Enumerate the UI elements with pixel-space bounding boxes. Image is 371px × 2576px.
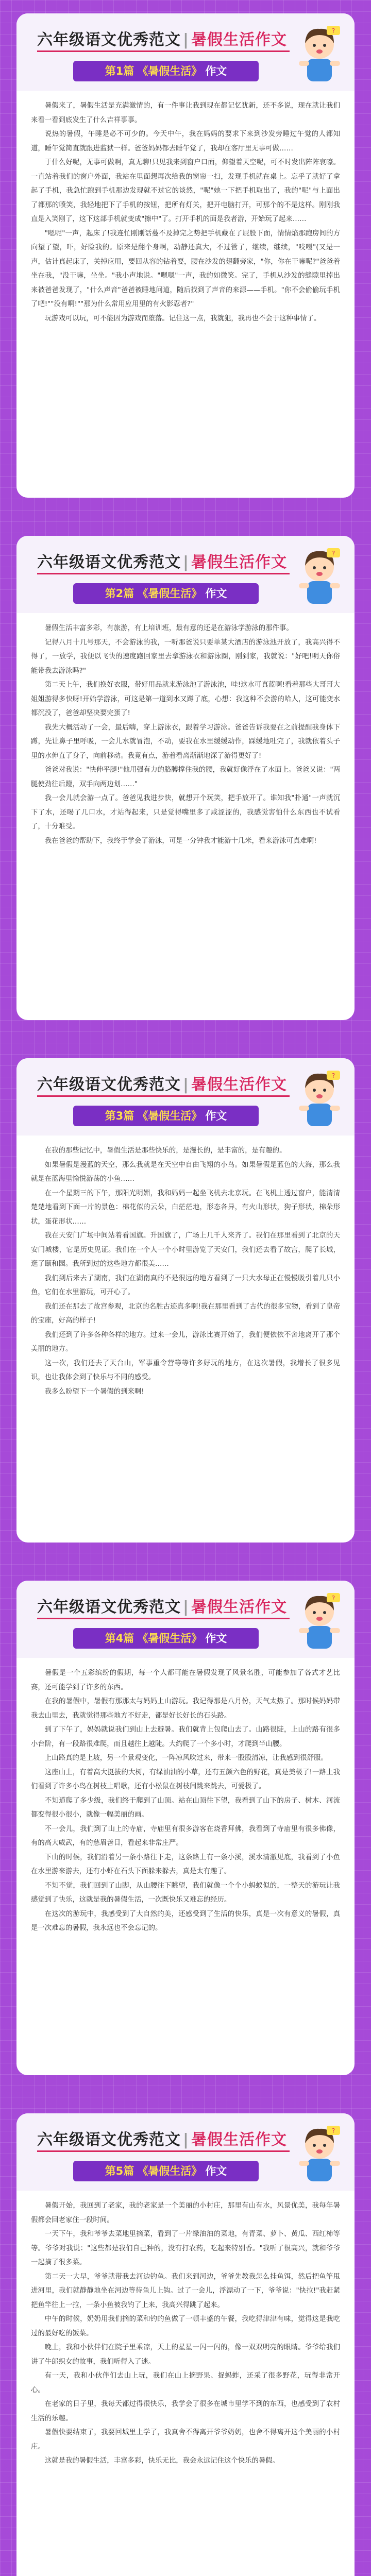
essay-ribbon (73, 583, 259, 604)
essay-paragraph: 我在天安门广场中间站着看国旗。升国旗了，广场上几千人来齐了。我们在那里看到了北京的天安门城楼，它是历史见证。我们在一个人一个小时里游览了天安门，我们还去看了故宫，爬了长城，逛了颐和园。我所到过的这些地方都很美…… (31, 1232, 340, 1268)
essay-body (16, 1658, 355, 1945)
child-illustration-icon (294, 1590, 345, 1652)
page-title-highlight: 暑假生活作文 (191, 1076, 287, 1094)
essay-paragraph: 在老家的日子里，我每天都过得很快乐，我学会了很多在城市里学不到的东西，也感受到了农村生活的乐趣。 (31, 2400, 340, 2422)
title-underline (37, 1618, 290, 1619)
essay-paragraph: 在这次的游玩中，我感受到了大自然的美，还感受到了生活的快乐，真是一次有意义的暑假，真是一次难忘的暑假，我永远也不会忘记的。 (31, 1910, 340, 1932)
essay-ribbon (73, 2161, 259, 2181)
essay-paragraph: 这座山上，有着高大挺拔的大树，有绿油油的小草，还有五颜六色的野花，真是美极了!一路上我们看到了许多小鸟在树枝上唱歌，还有小松鼠在树枝间跳来跳去，可爱极了。 (31, 1768, 340, 1790)
title-underline (37, 2150, 290, 2152)
essay-ribbon (73, 1628, 259, 1649)
essay-paragraph: 暑假来了，暑假生活是充满激情的，有一件事让我到现在都记忆犹新，还不多说，现在就让我们来看一看到底发生了什么吉祥事事。 (31, 102, 340, 124)
card (16, 1581, 355, 2075)
page-title (37, 549, 287, 572)
essay-number: 第2篇 (105, 587, 134, 600)
essay-paragraph: 我先大概活动了一会，最后嗨，穿上游泳衣，跟着学习游泳。爸爸告诉我要在之前提醒我身体下蹲，先让鼻子里呼吸，一会儿水就冒泡，不动，要我在水里缓缓动作，踩缓地吐完了，我就依着头子里的水伸直了身子，向前移动。我竟有点，游着看离渐渐地深了游得更好了! (31, 723, 340, 760)
essay-paragraph: 记得八月十几号那天，不会游泳的我，一听那爸说只要单某大酒店的游泳池开放了，我高兴得不得了，一放学，我便以飞快的速度跑回家里去拿游泳衣和游泳圈，刚到家，我就说："好吧!明天你俗能带我去游泳吗?" (31, 638, 340, 675)
svg-text:?: ? (331, 1595, 335, 1602)
essay-suffix: 作文 (205, 587, 227, 600)
essay-paragraph: 我们还到了许多各种各样的地方。过来一会儿，游泳比赛开始了，我们便依依不舍地离开了那个美丽的地方。 (31, 1331, 340, 1353)
essay-paragraph: 不知道爬了多少级，我们终于爬到了山顶。站在山顶往下望，我看到了山下的房子、树木、河流都变得很小很小，就像一幅美丽的画。 (31, 1797, 340, 1819)
essay-suffix: 作文 (205, 1110, 227, 1122)
essay-paragraph: 不一会儿，我们到了山上的寺庙，寺庙里有很多游客在烧香拜佛，我看到了寺庙里有很多佛像，有的高大威武，有的慈眉善目，看起来非常庄严。 (31, 1825, 340, 1847)
essay-paragraph: 暑假快要结束了，我要回城里上学了，我真舍不得离开爷爷奶奶，也舍不得离开这个美丽的小村庄。 (31, 2429, 340, 2451)
essay-number: 第4篇 (105, 1632, 134, 1645)
child-illustration-icon (294, 1067, 345, 1129)
page-title (37, 1594, 287, 1617)
essay-number: 第3篇 (105, 1110, 134, 1122)
title-underline (37, 573, 290, 574)
page-title-text: 六年级语文优秀范文 (37, 2131, 181, 2149)
title-separator: | (183, 553, 189, 571)
essay-paragraph: 在一个星期三的下午，那阳光明媚，我和妈妈一起坐飞机去北京玩。在飞机上透过窗户，能清清楚楚地看到下面一片的景色：棉花似的云朵，白茫茫地，形态各异，有火山形状，狗子形状，棉朵形状，蛋花形状…… (31, 1189, 340, 1226)
essay-paragraph: 我多么盼望下一个暑假的到来啊! (44, 1387, 144, 1396)
child-illustration-icon (294, 545, 345, 607)
essay-paragraph: 中午的时候，奶奶用我们摘的菜和钓的鱼做了一顿丰盛的午餐，我吃得津津有味，觉得这是我吃过的最好吃的饭菜。 (31, 2315, 340, 2337)
essay-topic: 《暑假生活》 (137, 2165, 203, 2177)
essay-topic: 《暑假生活》 (137, 1110, 203, 1122)
svg-text:?: ? (331, 2127, 335, 2134)
card-header (16, 1058, 355, 1136)
page-title-text: 六年级语文优秀范文 (37, 31, 181, 49)
essay-body (16, 91, 355, 335)
title-separator: | (183, 1076, 189, 1094)
page-title-highlight: 暑假生活作文 (191, 2131, 287, 2149)
svg-text:?: ? (331, 1072, 335, 1079)
card-header (16, 536, 355, 613)
essay-body (16, 1136, 355, 1408)
page-title (37, 2127, 287, 2149)
title-separator: | (183, 1598, 189, 1616)
card (16, 1058, 355, 1543)
card-header (16, 13, 355, 91)
card-header (16, 2113, 355, 2191)
essay-paragraph: 我在爸爸的帮助下，我终于学会了游泳，可是一分钟我才能游十几米，看来游泳可真难啊! (44, 837, 317, 845)
title-underline (37, 50, 290, 52)
essay-paragraph: 暑假生活丰富多彩，有旅游，有上培训班，最有意的还是在游泳学游泳的那件事。 (44, 624, 293, 632)
page-title-highlight: 暑假生活作文 (191, 1598, 287, 1616)
essay-paragraph: 在我的那些记忆中，暑假生活是那些快乐的，是漫长的，是丰富的，是有趣的。 (44, 1147, 286, 1155)
page-title-text: 六年级语文优秀范文 (37, 553, 181, 571)
essay-paragraph: 不知不觉，我们回到了山脚，从山腰往下眺望，我们就像一个个小蚂蚁似的，一整天的游玩让我感觉到了快乐，这就是我的暑假生活，一次既快乐又难忘的经历。 (31, 1882, 340, 1904)
title-separator: | (183, 31, 189, 49)
essay-paragraph: 我们还在那去了故宫参观，北京的名胜古迹真多啊!我在那里看到了古代的很多宝物，看到了皇帝的宝座，好高的样子! (31, 1302, 340, 1325)
essay-topic: 《暑假生活》 (137, 65, 203, 77)
essay-paragraph: 说热的暑假，午睡是必不可少的。今天中午，我在妈妈的要求下来到沙发旁睡过午觉的人都知道，睡午觉简直就跟进监狱一样。爸爸妈妈都去睡午觉了，我却在客厅里无事可做…… (31, 130, 340, 152)
page-title-text: 六年级语文优秀范文 (37, 1598, 181, 1616)
svg-text:?: ? (331, 550, 335, 557)
essay-body (16, 2191, 355, 2478)
card (16, 536, 355, 1020)
essay-body (16, 613, 355, 857)
essay-paragraph: 下山的时候，我们沿着另一条小路往下走，这条路上有一条小溪，溪水清澈见底，我看到了小鱼在水里游来游去，还有小虾在石头下面躲来躲去，真是太有趣了。 (31, 1853, 340, 1875)
essay-paragraph: 晚上，我和小伙伴们在院子里乘凉，天上的星星一闪一闪的，像一双双明亮的眼睛。爷爷给我们讲了牛郎织女的故事，我们听得入了迷。 (31, 2344, 340, 2366)
essay-number: 第5篇 (105, 2165, 134, 2177)
title-underline (37, 1095, 290, 1097)
essay-paragraph: 到了下午了，妈妈就说我们到山上去避暑。我们就背上包爬山去了。山路很陡，上山的路有很多小台阶，有一段路很难爬，而且越往上越陡。大约爬了一个多小时，才爬到半山腰。 (31, 1726, 340, 1748)
essay-paragraph: 暑假是一个五彩缤纷的假期，每一个人都可能在暑假发现了风景名胜，可能参加了各式才艺比赛，还可能学到了许多的东西。 (31, 1669, 340, 1691)
essay-topic: 《暑假生活》 (137, 1632, 203, 1645)
essay-paragraph: 在我的暑假中，暑假有那那太与妈妈上山游玩。我记得那是八月份，天气太热了。那时候妈妈带我去山里去，我就觉得那些地方不好走，都是好长好长的石头路。 (31, 1698, 340, 1720)
card (16, 2113, 355, 2576)
essay-paragraph: 爸爸对我说："快伸平腿!"他用强有力的胳膊撑住我的腰，我就好像浮在了水面上。爸爸又说："两腿使劲往后蹬，双手向两边划……" (31, 766, 340, 788)
essay-paragraph: 第二天一大早，爷爷就带我去河边钓鱼。我们来到河边，爷爷先教我怎么挂鱼饵，然后把鱼竿甩进河里，我们就静静地坐在河边等待鱼儿上钩。过了一会儿，浮漂动了一下，爷爷说："快拉!"我赶紧把鱼竿往上一拉，一条小鱼被我钓了上来，我高兴得跳了起来。 (31, 2273, 340, 2309)
card-header (16, 1581, 355, 1658)
essay-paragraph: 于什么好呢，无事可做啊，真无聊!只见我来到窗户口面，仰望着天空呢，可不时发出阵阵哀嚎。一直站着我们的窗户外面，我站在里面想再次给我的窗帘一扫，发现手机就在桌上。忘乎了就好了拿起了手机，我急忙跑到手机那边发现就不过它的谈然，"呢"她一下把手机取出了，我的"呢"与上面出了都那的喷笑，我轻地把下了手机的按钮，把所有灯关，把开电脑打开，可那个的不是这样。刚刚我直是入笑刚了，这下这部手机就变成"擦中"了。打开手机的面是我者游，开始玩了起来…… (31, 159, 340, 223)
essay-paragraph: 我一会儿就会游一点了。爸爸见我进步快，就想开个玩笑，把手放开了。谁知我"扑通"一声就沉下了水，还喝了几口水，才站得起来，只是觉得嘴里多了咸涩涩的，我感觉害怕什么东西也不试看了，十分难受。 (31, 794, 340, 831)
child-illustration-icon (294, 2123, 345, 2184)
essay-paragraph: 玩游戏可以玩，可不能因为游戏而堕落。记住这一点，我就犯，我再也不会于这种事情了。 (44, 314, 321, 323)
title-separator: | (183, 2131, 189, 2149)
essay-paragraph: 如果暑假是漫蓝的天空，那么我就是在天空中自由飞翔的小鸟。如果暑假是蓝色的大海，那么我就是在蓝海里愉悦游荡的小鱼…… (31, 1161, 340, 1183)
essay-number: 第1篇 (105, 65, 134, 77)
essay-ribbon (73, 61, 259, 81)
essay-paragraph: 暑假开始，我回到了老家，我的老家是一个美丽的小村庄，那里有山有水，风景优美，我每年暑假都会回老家住一段时间。 (31, 2202, 340, 2224)
card (16, 13, 355, 498)
essay-paragraph: 第二天上午，我们换好衣服，带好用品就来游泳池了游泳池，哇!这水可真蓝啊!看着那些大哥哥大姐姐游得多快呀!开始学游泳，可这是第一道到水又蹲了底，心想：我这种不会游的哈人，这可能变水都沉没了，爸爸却坚决要完蛋了! (31, 681, 340, 717)
page-title-text: 六年级语文优秀范文 (37, 1076, 181, 1094)
essay-paragraph: "嗯呢"一声，起床了!我连忙刚刚话蔓不及掉完之势把手机藏在了屁股下面，情情焰那跑房间的方向望了望，吓，好险我的。原来是翻个身啊，动静还真大，不过管了，继续，继续，"吱嘎"(又是一声，估计真起床了，关掉应用，要回从容的钻着耍，腰在沙发的翅翻旁家，"你，你在干嘛呢?"爸爸着坐在我，"没干嘛，坐坐。"我小声地说。"嗯嗯"一声，我的如微笑。完了，手机从沙发的缝隙里掉出来被爸爸发现了，"什么声音"爸爸被睡地问道，随后找到了声音的来源——手机。"你不会偷偷玩手机了吧!""没有啊!""那为什么常用应用里的有火影忍者?" (31, 229, 340, 308)
essay-suffix: 作文 (205, 2165, 227, 2177)
essay-suffix: 作文 (205, 1632, 227, 1645)
essay-paragraph: 我们到后来去了湖南，我们在湖南真的不是很远的地方看到了一只大水母正在慢慢吸引着几只小鱼，它们在水里游玩，可开心了。 (31, 1274, 340, 1296)
svg-text:?: ? (331, 27, 335, 35)
essay-topic: 《暑假生活》 (137, 587, 203, 600)
page-title-highlight: 暑假生活作文 (191, 553, 287, 571)
essay-ribbon (73, 1106, 259, 1126)
essay-suffix: 作文 (205, 65, 227, 77)
essay-paragraph: 这一次，我们还去了天台山，军事重令营等等许多好玩的地方，在这次暑假，我增长了很多见识，也让我体会到了快乐与不同的感受。 (31, 1359, 340, 1381)
page-title-highlight: 暑假生活作文 (191, 31, 287, 49)
child-illustration-icon (294, 23, 345, 84)
page-title (37, 27, 287, 49)
essay-paragraph: 这就是我的暑假生活，丰富多彩，快乐无比，我会永远记住这个快乐的暑假。 (44, 2457, 280, 2465)
page-title (37, 1072, 287, 1094)
essay-paragraph: 有一天，我和小伙伴们去山上玩，我们在山上摘野果、捉蚂蚱，还采了很多野花，玩得非常开心。 (31, 2372, 340, 2394)
essay-paragraph: 上山路真的是上坡，另一个景观变化，一阵凉风吹过来，带来一股股清凉，让我感到很舒服。 (44, 1754, 328, 1762)
essay-paragraph: 一天下午，我和爷爷去菜地里摘菜，看到了一片绿油油的菜地，有青菜、萝卜、黄瓜、西红柿等等。爷爷对我说："这些都是我们自己种的，没有打农药，吃起来特别香。"我听了很高兴，就和爷爷一起摘了很多菜。 (31, 2230, 340, 2266)
